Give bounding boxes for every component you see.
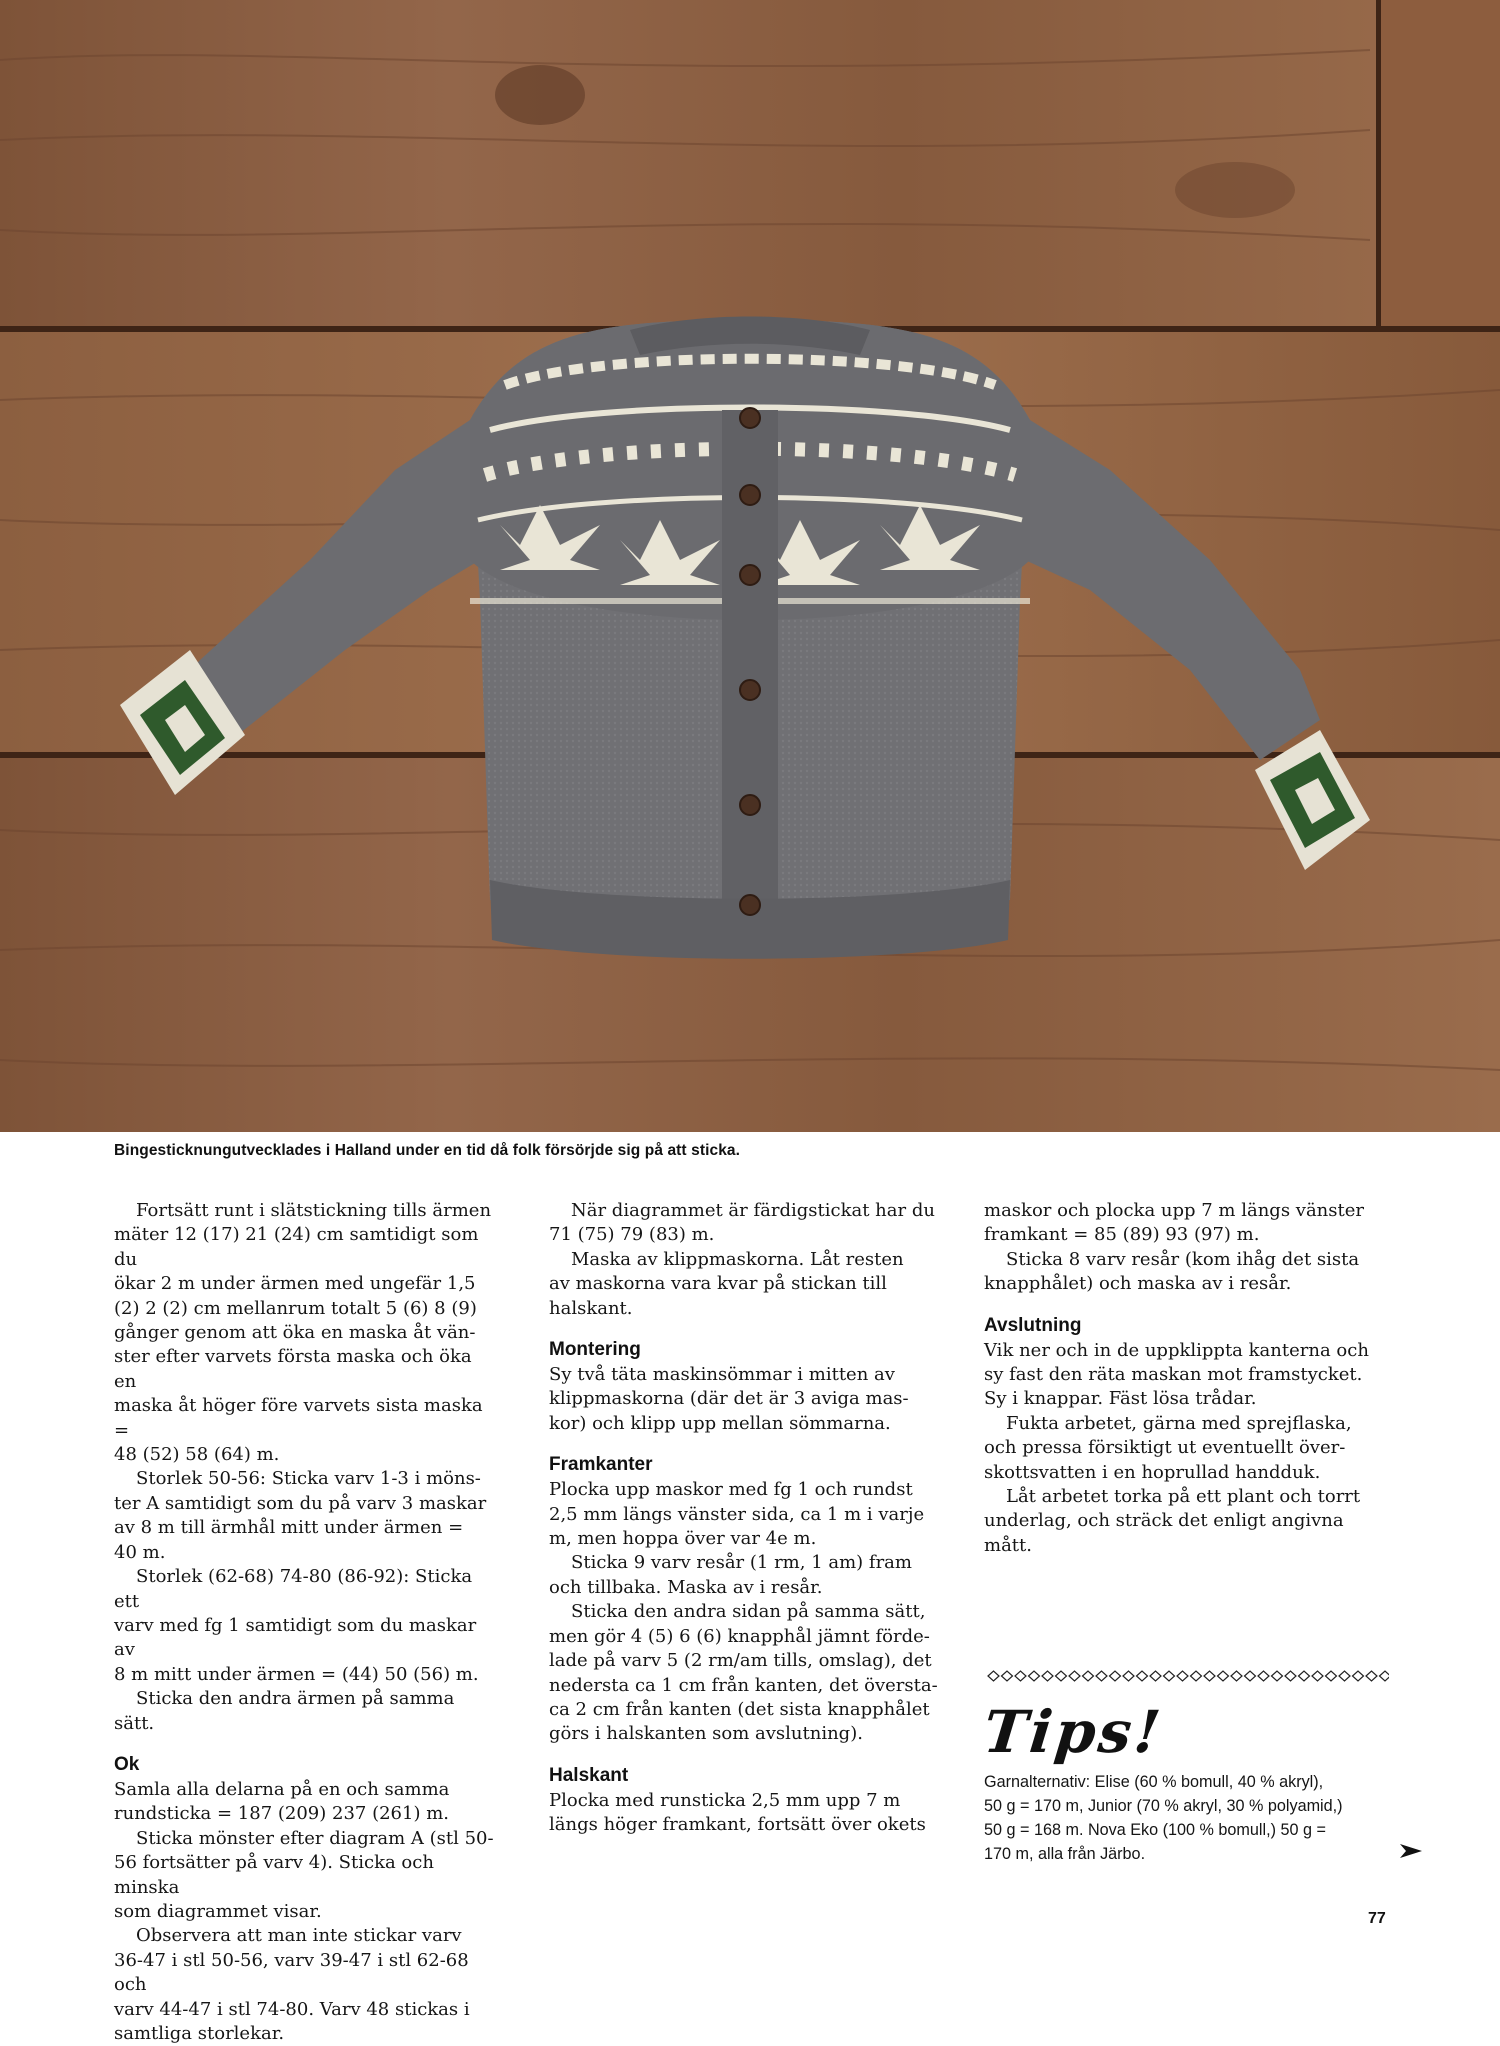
- body-paragraph: Sticka den andra sidan på samma sätt, men gör 4 (5) 6 (6) knapphål jämnt förde- lade på varv 5 (2 rm/am tills, omslag), det nedersta ca 1 cm från kanten, det översta- ca 2 cm från kanten (det sista knapphålet görs i halskanten som avslutning).: [549, 1601, 938, 1745]
- section-heading: Ok: [114, 1753, 140, 1775]
- body-paragraph: Plocka med runsticka 2,5 mm upp 7 m längs höger framkant, fortsätt över okets: [549, 1789, 926, 1836]
- body-paragraph: Storlek (62-68) 74-80 (86-92): Sticka ett varv med fg 1 samtidigt som du maskar av 8 m mitt under ärmen = (44) 50 (56) m.: [114, 1566, 479, 1685]
- text-column-2: [549, 1199, 949, 1838]
- section-heading: Montering: [549, 1339, 641, 1361]
- body-paragraph: maskor och plocka upp 7 m längs vänster framkant = 85 (89) 93 (97) m.: [984, 1200, 1365, 1246]
- section-heading: Framkanter: [549, 1454, 653, 1476]
- body-paragraph: Samla alla delarna på en och samma rundsticka = 187 (209) 237 (261) m.: [114, 1778, 450, 1825]
- page-number: 77: [1368, 1910, 1386, 1927]
- text-column-3: [984, 1199, 1389, 1558]
- next-page-arrow-icon: [1398, 1840, 1424, 1862]
- body-paragraph: Sticka den andra ärmen på samma sätt.: [114, 1688, 455, 1734]
- tips-title: Tips!: [980, 1698, 1167, 1766]
- body-paragraph: Vik ner och in de uppklippta kanterna och sy fast den räta maskan mot framstycket. Sy i knappar. Fäst lösa trådar.: [984, 1339, 1369, 1410]
- body-paragraph: Sticka 9 varv resår (1 rm, 1 am) fram och tillbaka. Maska av i resår.: [549, 1552, 912, 1598]
- text-column-1: [114, 1199, 496, 2046]
- section-heading: Halskant: [549, 1764, 629, 1786]
- body-paragraph: Sy två täta maskinsömmar i mitten av klippmaskorna (där det är 3 aviga mas- kor) och klipp upp mellan sömmarna.: [549, 1364, 909, 1434]
- section-heading: Avslutning: [984, 1314, 1082, 1336]
- body-paragraph: Plocka upp maskor med fg 1 och rundst 2,5 mm längs vänster sida, ca 1 m i varje m, men hoppa över var 4e m.: [549, 1479, 925, 1550]
- photo-caption: Bingesticknungutvecklades i Halland under en tid då folk försörjde sig på att sticka.: [114, 1142, 741, 1159]
- body-paragraph: Sticka mönster efter diagram A (stl 50- 56 fortsätter på varv 4). Sticka och minska som diagrammet visar.: [114, 1827, 494, 1922]
- body-paragraph: Storlek 50-56: Sticka varv 1-3 i möns- ter A samtidigt som du på varv 3 maskar av 8 m till ärmhål mitt under ärmen = 40 m.: [114, 1468, 487, 1563]
- diamond-divider: [984, 1668, 1389, 1684]
- body-paragraph: Maska av klippmaskorna. Låt resten av maskorna vara kvar på stickan till halskant.: [549, 1248, 904, 1319]
- body-paragraph: Fortsätt runt i slätstickning tills ärmen mäter 12 (17) 21 (24) cm samtidigt som du ökar 2 m under ärmen med ungefär 1,5 (2) 2 (2) cm mellanrum totalt 5 (6) 8 (9) gånger genom att öka en maska åt vän- ster efter varvets första maska och öka en maska åt höger före varvets sista maska = 48 (52) 58 (64) m.: [114, 1200, 492, 1466]
- tips-text: Garnalternativ: Elise (60 % bomull, 40 % akryl), 50 g = 170 m, Junior (70 % akryl, 30 % polyamid,) 50 g = 168 m. Nova Eko (100 % bomull,) 50 g = 170 m, alla från Järbo.: [984, 1773, 1343, 1863]
- body-paragraph: Låt arbetet torka på ett plant och torrt underlag, och sträck det enligt angivna mått.: [984, 1486, 1361, 1556]
- body-paragraph: Observera att man inte stickar varv 36-47 i stl 50-56, varv 39-47 i stl 62-68 och varv 44-47 i stl 74-80. Varv 48 stickas i samtliga storlekar.: [114, 1925, 470, 2044]
- body-paragraph: När diagrammet är färdigstickat har du 71 (75) 79 (83) m.: [549, 1200, 935, 1246]
- body-paragraph: Sticka 8 varv resår (kom ihåg det sista knapphålet) och maska av i resår.: [984, 1248, 1360, 1295]
- body-paragraph: Fukta arbetet, gärna med sprejflaska, och pressa försiktigt ut eventuellt över- skottsvatten i en hoprullad handduk.: [984, 1412, 1352, 1483]
